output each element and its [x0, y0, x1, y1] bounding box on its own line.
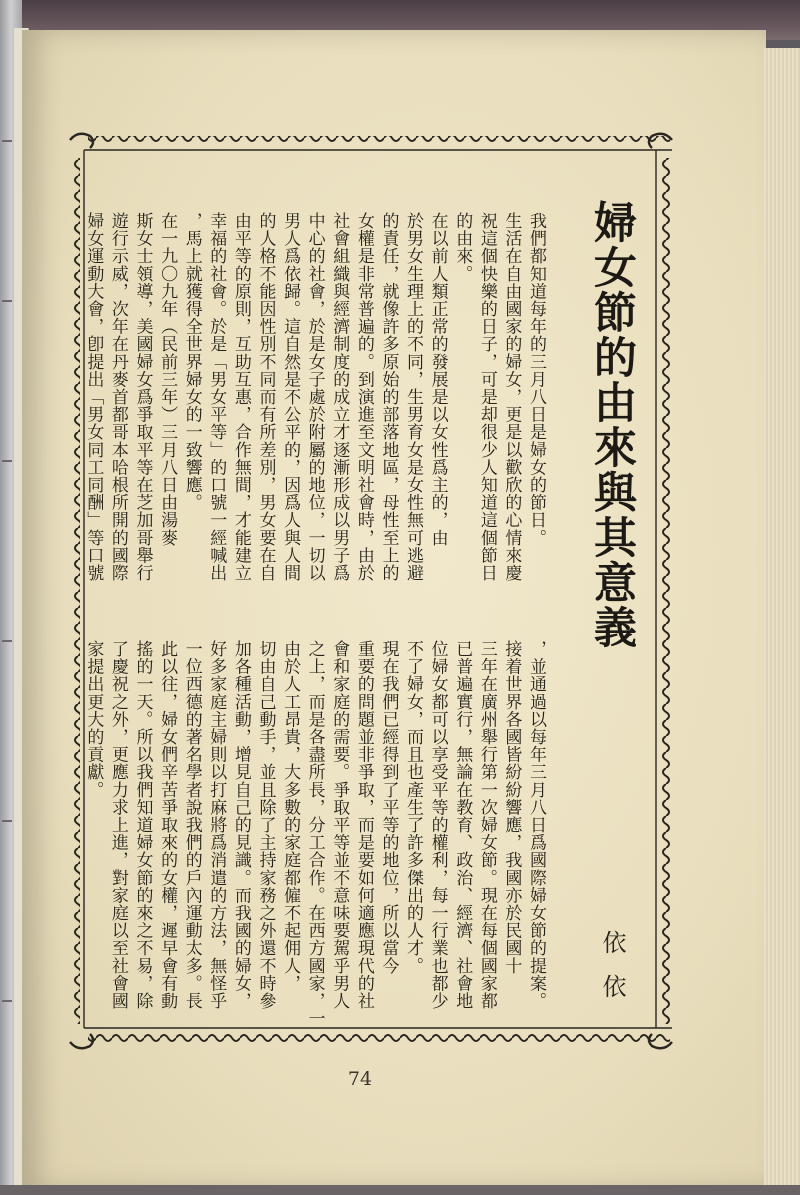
body-line: 家提出更大的貢獻。: [83, 640, 104, 799]
body-line: 幸福的社會。於是「男女平等」的口號一經喊出: [206, 212, 227, 582]
body-line: 的人格不能因性別不同而有所差別，男女要在自: [255, 212, 276, 582]
body-line: 男人爲依歸。這自然是不公平的，因爲人與人間: [280, 212, 301, 582]
body-line: 的責任，就像許多原始的部落地區，母性至上的: [378, 212, 399, 582]
body-line: 女權是非常普遍的。到演進至文明社會時，由於: [353, 212, 374, 582]
body-line: 於男女生理上的不同，生男育女是女性無可逃避: [403, 212, 424, 582]
author-name: 依依: [598, 930, 626, 1018]
body-line: 在一九〇九年（民前三年）三月八日由湯麥: [157, 212, 178, 547]
body-line: 在以前人類正常的發展是以女性爲主的，由: [427, 212, 448, 547]
body-line: 婦女運動大會，卽提出「男女同工同酬」等口號: [83, 212, 104, 582]
body-line: 生活在自由國家的婦女，更是以歡欣的心情來慶: [501, 212, 522, 582]
body-line: 了慶祝之外，更應力求上進，對家庭以至社會國: [107, 640, 128, 1010]
body-line: 現在我們已經得到了平等的地位，所以當今: [378, 640, 399, 975]
body-line: 已普遍實行，無論在教育、政治、經濟、社會地: [452, 640, 473, 1010]
page-number: 74: [347, 1068, 373, 1090]
body-line: 由於人工昂貴，大多數的家庭都僱不起佣人，: [280, 640, 301, 992]
body-line: 我們都知道每年的三月八日是婦女的節日。: [526, 212, 546, 547]
body-line: 三年在廣州舉行第一次婦女節。現在每個國家都: [476, 640, 497, 1010]
article-body-lower: [83, 640, 548, 1030]
body-line: 祝這個快樂的日子，可是却很少人知道這個節日: [476, 212, 497, 582]
body-line: 的由來。: [452, 212, 473, 283]
body-line: 一位西德的著名學者說我們的戶內運動太多。長: [181, 640, 202, 1010]
body-line: ，馬上就獲得全世界婦女的一致響應。: [181, 212, 202, 512]
body-line: 不了婦女，而且也產生了許多傑出的人才。: [403, 640, 424, 975]
body-line: 切由自己動手，並且除了主持家務之外還不時參: [255, 640, 276, 1010]
body-line: 此以往，婦女們辛苦爭取來的女權，遲早會有動: [157, 640, 178, 1010]
article-body-upper: [83, 212, 548, 600]
body-line: 加各種活動，增見自己的見識。而我國的婦女，: [230, 640, 251, 1010]
body-line: ，並通過以每年三月八日爲國際婦女節的提案。: [526, 640, 546, 1010]
body-line: 好多家庭主婦則以打麻將爲消遣的方法，無怪乎: [206, 640, 227, 1010]
article-title: 婦女節的由來與其意義: [587, 200, 637, 650]
body-line: 由平等的原則，互助互惠，合作無間，才能建立: [230, 212, 251, 582]
body-line: 位婦女都可以享受平等的權利，每一行業也都少: [427, 640, 448, 1010]
body-line: 重要的問題並非爭取，而是要如何適應現代的社: [353, 640, 374, 1010]
body-line: 中心的社會，於是女子處於附屬的地位，一切以: [304, 212, 325, 582]
body-line: 遊行示威，次年在丹麥首都哥本哈根所開的國際: [107, 212, 128, 582]
body-line: 之上，而是各盡所長，分工合作。在西方國家，一: [304, 640, 325, 1028]
body-line: 社會組織與經濟制度的成立才逐漸形成以男子爲: [329, 212, 350, 582]
body-line: 接着世界各國皆紛紛響應，我國亦於民國十: [501, 640, 522, 975]
body-line: 斯女士領導，美國婦女爲爭取平等在芝加哥舉行: [132, 212, 153, 582]
body-line: 會和家庭的需要。爭取平等並不意味要駕乎男人: [329, 640, 350, 1010]
body-line: 搖的一天。所以我們知道婦女節的來之不易，除: [132, 640, 153, 1010]
